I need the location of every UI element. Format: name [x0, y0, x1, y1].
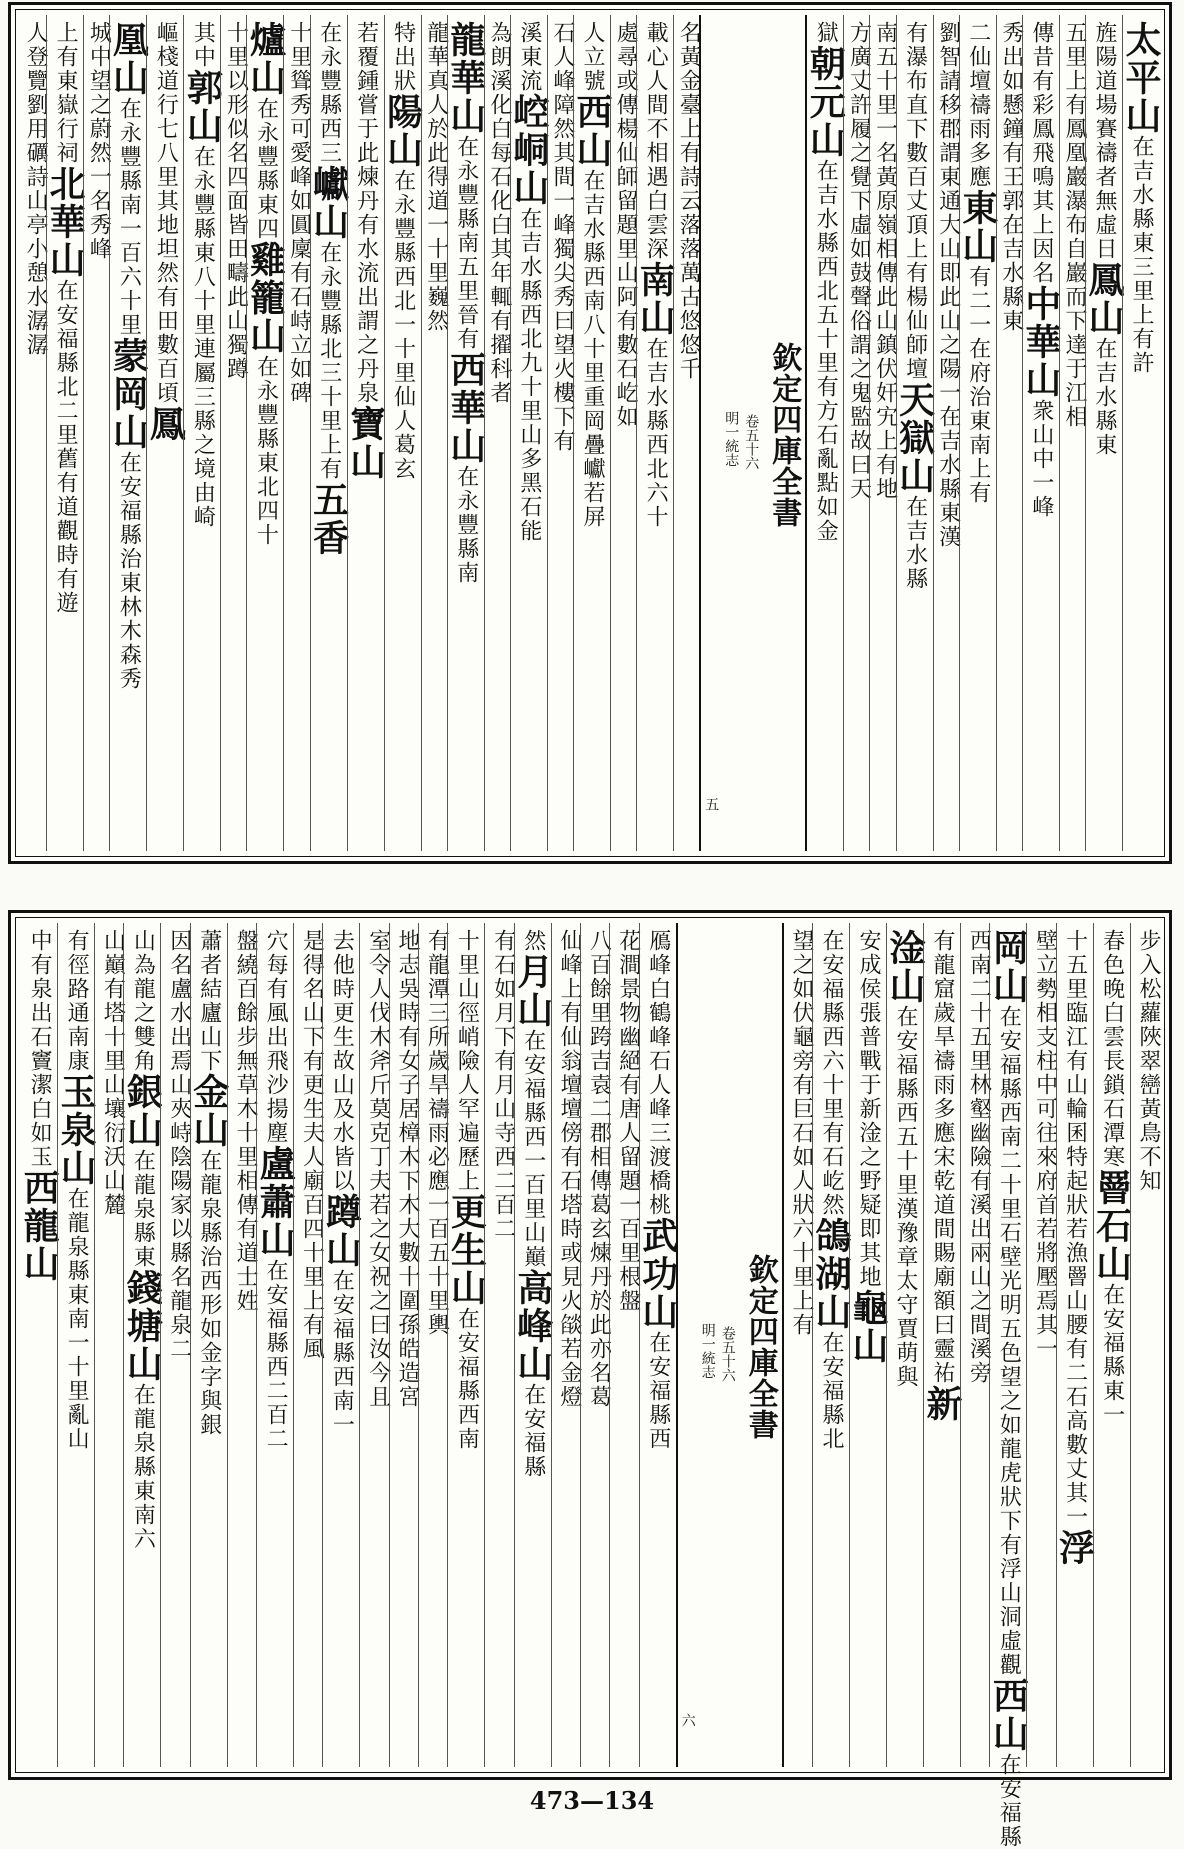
- text-column: [244, 15, 287, 851]
- text-segment: 一百五十里輿: [424, 1193, 450, 1337]
- text-segment: 在龍泉縣東: [130, 1149, 156, 1269]
- text-segment: 壁立勢相支柱中可往來: [1032, 929, 1058, 1169]
- place-name: 郭山: [181, 69, 224, 145]
- place-name: 朝元山: [804, 45, 847, 159]
- section-label: 明一統志: [723, 411, 740, 467]
- text-segment: 在安福縣西: [645, 1331, 671, 1451]
- leaf-number: 五: [703, 797, 720, 811]
- text-segment: 在永豐縣東八十里連屬三縣之境由崎: [190, 145, 216, 529]
- place-name: 淦山: [884, 929, 927, 1005]
- text-segment: 在永豐縣北三十里上有: [316, 241, 342, 481]
- place-name: 罾石山: [1090, 1169, 1133, 1283]
- place-name: 五香: [307, 481, 350, 557]
- text-segment: 在安福縣西六十里有石屹然: [819, 929, 845, 1217]
- text-segment: 十里山徑峭險人罕遍歷上: [454, 929, 480, 1193]
- text-segment: 人登覽劉用礪詩山亭小憩水潺潺: [23, 21, 49, 357]
- text-segment: 西南二十五里林壑幽險有溪出兩山之間溪旁: [966, 929, 992, 1385]
- text-segment: 在龍泉縣東南六: [130, 1383, 156, 1551]
- leaf-number: 六: [679, 1713, 696, 1727]
- text-segment: 在安福縣西南: [454, 1307, 480, 1451]
- text-column: [580, 923, 612, 1767]
- text-segment: 十里相傳有道士姓: [233, 1121, 259, 1313]
- text-segment: 花澗景物幽絕有唐人留題: [615, 929, 641, 1193]
- text-column: [1059, 15, 1085, 851]
- place-name: 西龍山: [18, 1169, 61, 1283]
- text-column: [609, 923, 641, 1767]
- place-name: 鳳山: [1083, 261, 1125, 337]
- text-segment: 六十里上有: [789, 1217, 815, 1337]
- text-column: [847, 923, 890, 1767]
- text-column: [418, 923, 450, 1767]
- place-name: 更生山: [445, 1193, 488, 1307]
- text-column: [571, 15, 614, 851]
- text-column: [507, 15, 550, 851]
- text-segment: 在安福縣北二里舊有道觀時有遊: [53, 279, 79, 615]
- text-segment: 安成侯張普戰于新淦之野疑即其地: [856, 929, 882, 1289]
- place-name: 玉泉山: [55, 1073, 98, 1187]
- text-column: [636, 923, 679, 1767]
- text-column: [634, 15, 677, 851]
- text-segment: 鴈峰白鶴峰石人峰三渡橋桃: [645, 929, 671, 1217]
- text-segment: 載心人間不相遇白雲深: [643, 21, 669, 261]
- text-segment: 在吉水縣東: [998, 213, 1024, 333]
- text-segment: 在吉水縣西北六十: [643, 337, 669, 529]
- text-column: [1130, 923, 1159, 1767]
- text-segment: 去他時更生故山及水皆以: [329, 929, 355, 1193]
- text-segment: 在永豐縣南五里晉有: [453, 135, 479, 351]
- text-segment: 在永豐縣東四: [253, 97, 279, 241]
- text-segment: 望之如伏龜旁有巨石如人狀: [789, 929, 815, 1217]
- place-name: 新: [921, 1385, 964, 1423]
- text-column: [996, 15, 1022, 851]
- text-segment: 其中: [190, 21, 216, 69]
- text-segment: 特出狀: [390, 21, 416, 93]
- text-segment: 石人峰障然其間一峰獨尖秀曰望火樓下有: [550, 21, 576, 453]
- place-name: 月山: [511, 953, 554, 1029]
- text-segment: 山巔有塔: [100, 929, 126, 1025]
- text-segment: 八百餘里跨吉袁二郡相傳葛玄煉丹於此亦名葛: [586, 929, 612, 1409]
- text-segment: 步入松蘿陜翠巒黃鳥不知: [1136, 929, 1161, 1193]
- text-segment: 南五十里一名黃原嶺相傳此山鎮伏奸宄上有地: [872, 21, 898, 501]
- text-segment: 旌陽道場賽禱者無虛日: [1092, 21, 1117, 261]
- text-segment: 里山阿有數石屹如: [613, 237, 639, 429]
- text-column: [359, 923, 391, 1767]
- text-segment: 在安福縣西南一: [329, 1269, 355, 1437]
- text-segment: 在永豐縣西三: [316, 21, 342, 165]
- text-segment: 城中望之蔚然一名秀峰: [86, 21, 112, 261]
- text-segment: 在龍泉縣治西形如金字與銀: [196, 1149, 222, 1437]
- text-segment: 在吉水縣: [902, 495, 928, 591]
- text-column: [389, 923, 421, 1767]
- center-strip: [699, 15, 807, 851]
- text-segment: 人立號: [580, 21, 606, 93]
- place-name: 崆峒山: [507, 93, 550, 207]
- text-column: [187, 923, 230, 1767]
- text-segment: 府首若將壓焉其一: [1032, 1169, 1058, 1361]
- text-column: [1026, 923, 1058, 1767]
- text-column: [445, 923, 488, 1767]
- text-segment: 在永豐縣東北四十: [253, 355, 279, 547]
- place-name: 龜山: [847, 1289, 890, 1365]
- text-segment: 在安福縣北: [819, 1331, 845, 1451]
- text-segment: 獄: [813, 21, 839, 45]
- text-column: [960, 923, 992, 1767]
- place-name: 寶山: [344, 405, 387, 481]
- place-name: 爐山: [244, 21, 287, 97]
- text-segment: 溪東流: [516, 21, 542, 93]
- book-title: 欽定四庫全書: [742, 1254, 778, 1440]
- text-column: [1090, 923, 1133, 1767]
- text-segment: 秀出如懸鐘有王郭: [998, 21, 1024, 213]
- text-segment: 然: [520, 929, 546, 953]
- place-name: 巘山: [307, 165, 350, 241]
- place-name: 高峰山: [511, 1269, 554, 1383]
- text-column: [484, 923, 516, 1767]
- volume-label: 卷五十六: [719, 1326, 736, 1382]
- place-name: 中華山: [1019, 285, 1062, 399]
- text-column: [254, 923, 297, 1767]
- text-column: [55, 923, 98, 1767]
- text-column: [421, 15, 447, 851]
- text-segment: 方廣丈許履之覺下虛如鼓聲俗謂之鬼監故曰天: [846, 21, 872, 501]
- text-column: [804, 15, 847, 851]
- text-segment: 五里上有鳳凰巖瀑布自巖而下達于江相: [1062, 21, 1087, 429]
- text-column: [121, 923, 164, 1767]
- text-column: [884, 923, 927, 1767]
- text-column: [1083, 15, 1125, 851]
- text-column: [869, 15, 898, 851]
- text-segment: 有瀑布直下數百丈頂上有楊仙師壇: [902, 21, 928, 381]
- text-segment: 有徑路通南康: [64, 929, 90, 1073]
- text-segment: 在安福縣西一百里山巔: [520, 1029, 546, 1269]
- place-name: 浮: [1053, 1529, 1096, 1567]
- place-name: 武功山: [636, 1217, 679, 1331]
- text-column: [810, 923, 853, 1767]
- text-segment: 在安福縣西二百二: [263, 1259, 289, 1451]
- text-segment: 春色晚白雲長鎖石潭寒: [1099, 929, 1125, 1169]
- text-column: [144, 15, 187, 851]
- place-name: 太平山: [1120, 21, 1162, 135]
- place-name: 鴿湖山: [810, 1217, 853, 1331]
- place-name: 金山: [187, 1073, 230, 1149]
- book-title: 欽定四庫全書: [766, 342, 802, 528]
- text-segment: 十里聳秀可愛峰如圓廩有石峙立如碑: [286, 21, 312, 405]
- place-name: 西山: [987, 1677, 1030, 1753]
- text-segment: 龍華真人於此得道: [423, 21, 449, 213]
- text-column: [843, 15, 872, 851]
- text-segment: 在安福縣: [520, 1383, 546, 1479]
- text-segment: 西二百二: [490, 1145, 516, 1241]
- place-name: 蒙岡山: [107, 337, 150, 451]
- place-name: 凰山: [107, 21, 150, 97]
- text-column: [160, 923, 192, 1767]
- text-segment: 十里以形似名四面皆田疇此山獨蹲: [223, 21, 249, 381]
- text-column: [381, 15, 424, 851]
- text-segment: 在龍泉縣東南一十里亂山: [64, 1187, 90, 1451]
- text-segment: 在吉水縣東: [1092, 337, 1117, 457]
- place-name: 天獄山: [893, 381, 936, 495]
- text-column: [307, 15, 350, 851]
- text-column: [893, 15, 936, 851]
- text-column: [987, 923, 1030, 1849]
- text-segment: 傳昔有彩鳳飛鳴其上因名: [1028, 21, 1054, 285]
- text-segment: 在永豐縣南一百六十里: [116, 97, 142, 337]
- upper-columns: [21, 15, 1162, 851]
- text-segment: 有石如月下有月山寺: [490, 929, 516, 1145]
- place-name: 西山: [571, 93, 614, 169]
- page-number: 473—134: [529, 1786, 655, 1815]
- text-segment: 在安福縣治東林木森秀: [116, 451, 142, 691]
- text-segment: 在安福縣東一: [1099, 1283, 1125, 1427]
- text-column: [673, 15, 702, 851]
- text-segment: 在永豐縣西北一十里仙人葛玄: [390, 169, 416, 481]
- text-column: [227, 923, 259, 1767]
- text-segment: 仙峰上有仙翁壇壇傍有石塔時或見火燄若金燈: [557, 929, 583, 1409]
- text-column: [784, 923, 815, 1767]
- text-column: [547, 15, 576, 851]
- text-segment: 在吉水縣西北五十里有方石亂點如金: [813, 159, 839, 543]
- text-segment: 在吉水縣西南八十里重岡疊巘若屏: [580, 169, 606, 529]
- text-column: [1120, 15, 1162, 851]
- text-segment: 地志吳時有女子居樟木下木大數十圍孫皓造宮: [395, 929, 421, 1409]
- text-column: [83, 15, 112, 851]
- text-column: [610, 15, 639, 851]
- volume-label: 卷五十六: [743, 414, 760, 470]
- text-segment: 一十里巍然: [423, 213, 449, 333]
- text-segment: 在吉水縣東三里上有許: [1129, 135, 1154, 375]
- text-segment: 有二一在府治東南上有: [965, 265, 991, 505]
- text-column: [107, 15, 150, 851]
- place-name: 龍華山: [444, 21, 487, 135]
- place-name: 盧蕭山: [254, 1145, 297, 1259]
- text-column: [484, 15, 510, 851]
- text-segment: 山夾峙陰陽家以縣名龍泉二: [166, 1073, 192, 1361]
- place-name: 陽山: [381, 93, 424, 169]
- place-name: 東山: [956, 189, 999, 265]
- text-column: [220, 15, 249, 851]
- text-segment: 在永豐縣南: [453, 465, 479, 585]
- text-column: [956, 15, 999, 851]
- place-name: 雞籠山: [244, 241, 287, 355]
- place-name: 岡山: [987, 929, 1030, 1005]
- text-segment: 穴每有風出飛沙揚塵: [263, 929, 289, 1145]
- text-segment: 室令人伐木斧斤莫克丁夫若之女祝之曰汝今且: [365, 929, 391, 1409]
- text-segment: 劉智請移郡謂東通大山即此山之陽一在吉水縣東漢: [935, 21, 961, 549]
- text-column: [283, 15, 312, 851]
- text-segment: 山為龍之雙角: [130, 929, 156, 1073]
- text-segment: 名黃金臺上有詩云落落萬古悠悠千: [676, 21, 702, 381]
- text-segment: 百四十里上有風: [299, 1193, 325, 1361]
- text-segment: 在安福縣西五十里漢豫章太守賈萌與: [893, 1005, 919, 1389]
- text-column: [21, 15, 49, 851]
- text-segment: 在吉水縣西北九十里山多黑石能: [516, 207, 542, 543]
- text-segment: 嶇棧道行七八里其地坦然有田數百頃: [153, 21, 179, 405]
- text-segment: 盤繞百餘步無草木: [233, 929, 259, 1121]
- text-column: [921, 923, 964, 1767]
- text-segment: 為朗溪化白每石化白其年輒有擢科者: [486, 21, 512, 405]
- text-column: [551, 923, 583, 1767]
- place-name: 北華山: [44, 165, 87, 279]
- text-segment: 在安福縣: [996, 1753, 1022, 1849]
- text-column: [44, 15, 87, 851]
- text-column: [293, 923, 325, 1767]
- place-name: 錢塘山: [121, 1269, 164, 1383]
- text-segment: 十五里臨江有山輪囷特起狀若漁罾山腰有二石高數丈其一: [1062, 929, 1088, 1529]
- place-name: 銀山: [121, 1073, 164, 1149]
- section-label: 明一統志: [699, 1323, 716, 1379]
- text-column: [344, 15, 387, 851]
- text-column: [181, 15, 224, 851]
- text-segment: 上有東嶽行祠: [53, 21, 79, 165]
- text-column: [320, 923, 363, 1767]
- place-name: 西華山: [444, 351, 487, 465]
- place-name: 蹲山: [320, 1193, 363, 1269]
- text-segment: 有龍潭三所歲旱禱雨必應: [424, 929, 450, 1193]
- text-column: [94, 923, 126, 1767]
- text-segment: 一百里根盤: [615, 1193, 641, 1313]
- text-segment: 是得名山下有更生夫人廟: [299, 929, 325, 1193]
- text-column: [1019, 15, 1062, 851]
- text-column: [511, 923, 554, 1767]
- text-column: [933, 15, 959, 851]
- text-segment: 衆山中一峰: [1028, 399, 1054, 519]
- text-column: [1053, 923, 1096, 1767]
- text-column: [18, 923, 61, 1767]
- text-segment: 處尋或傳楊仙師留題: [613, 21, 639, 237]
- text-segment: 二仙壇禱雨多應: [965, 21, 991, 189]
- text-segment: 蕭者結廬山下: [196, 929, 222, 1073]
- text-segment: 有龍窟歲旱禱雨多應宋乾道間賜廟額曰靈祐: [930, 929, 956, 1385]
- text-segment: 十里山壤衍沃山麓: [100, 1025, 126, 1217]
- upper-page: [8, 2, 1172, 864]
- text-segment: 若覆鍾嘗于此煉丹有水流出謂之丹泉: [353, 21, 379, 405]
- place-name: 鳳: [144, 405, 187, 443]
- text-segment: 因名盧水出焉: [166, 929, 192, 1073]
- text-segment: 中有泉出石竇潔白如玉: [27, 929, 53, 1169]
- place-name: 南山: [634, 261, 677, 337]
- text-segment: 在安福縣西南二十里石壁光明五色望之如龍虎狀下有浮山洞虛觀: [996, 1005, 1022, 1677]
- center-strip: [676, 923, 784, 1767]
- text-column: [444, 15, 487, 851]
